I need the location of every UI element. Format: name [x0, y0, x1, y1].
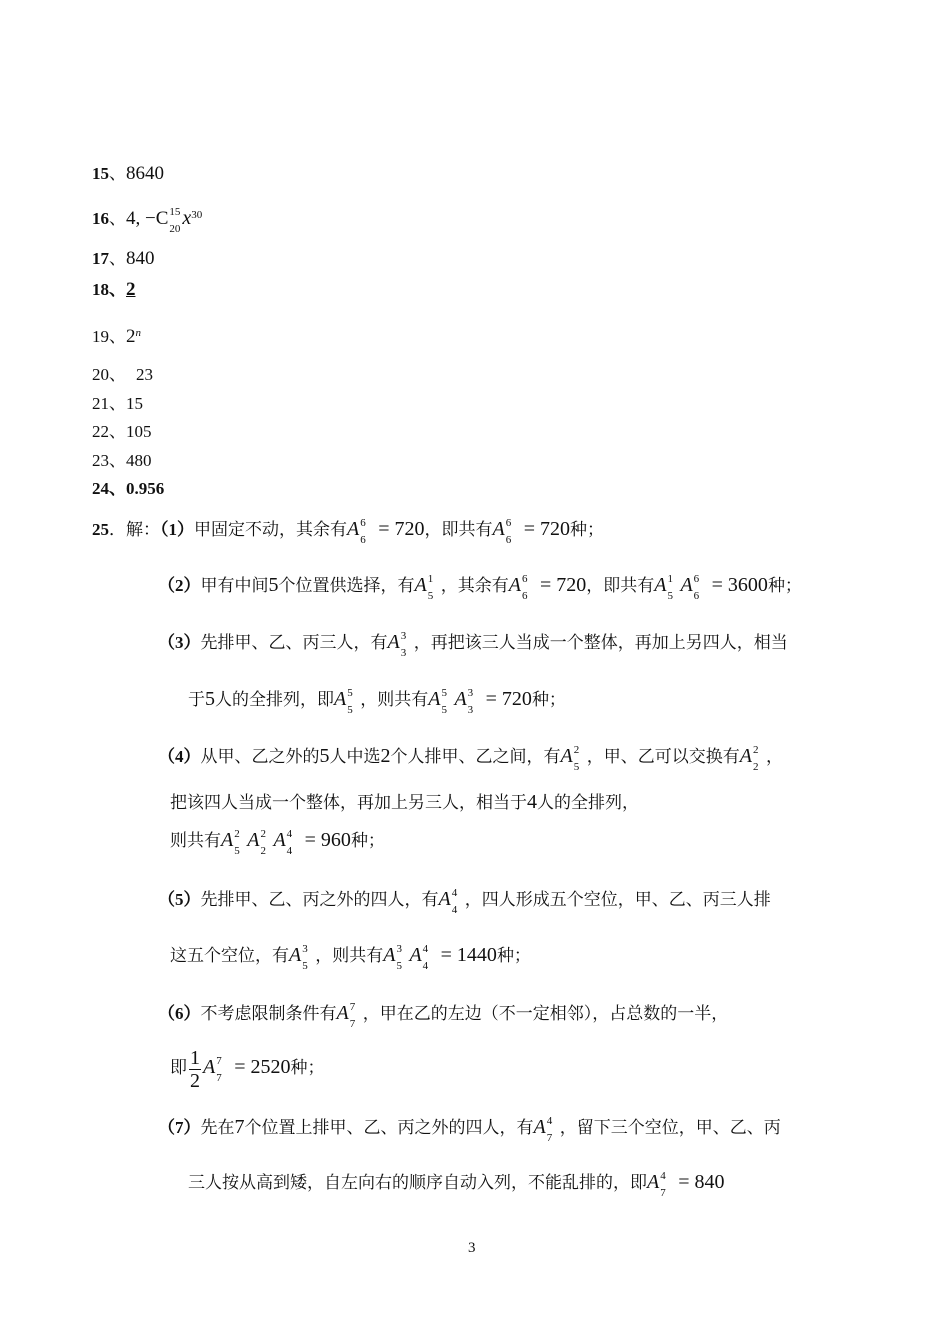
- perm-indices: 7 7: [349, 1001, 356, 1031]
- answer-15: [92, 162, 164, 186]
- separator: 、: [109, 280, 126, 299]
- answer-number: 20: [92, 365, 109, 384]
- answer-number: 23: [92, 451, 109, 470]
- text: 不考虑限制条件有: [200, 1004, 337, 1023]
- perm-symbol: A: [334, 688, 347, 710]
- answer-value: 23: [136, 365, 153, 384]
- text: ，留下三个空位，甲、乙、丙: [559, 1118, 781, 1137]
- perm-symbol: A: [560, 745, 573, 767]
- text: 种；: [290, 1058, 325, 1077]
- q25-part7-line2: [188, 1170, 725, 1200]
- text: 于: [188, 690, 205, 709]
- perm-symbol: A: [739, 745, 752, 767]
- perm-indices: 2 5: [573, 744, 580, 774]
- text: 种；: [496, 946, 531, 965]
- perm-indices: 2 2: [752, 744, 759, 774]
- q25-part1: [92, 517, 604, 547]
- number: 2: [380, 745, 391, 767]
- perm-symbol: A: [533, 1116, 546, 1138]
- text: ，即共有: [424, 520, 493, 539]
- text: 甲固定不动，其余有: [194, 520, 347, 539]
- perm-indices: 6 6: [360, 517, 366, 547]
- answer-number: 24: [92, 479, 109, 498]
- perm-symbol: A: [273, 829, 286, 851]
- question-number: 25: [92, 520, 109, 539]
- text: ，再把该三人当成一个整体，再加上另四人，相当: [413, 633, 788, 652]
- q25-part7-line1: [158, 1115, 781, 1145]
- text: 个位置供选择，有: [278, 576, 415, 595]
- perm-indices: 7 7: [216, 1055, 222, 1085]
- text: 把该四人当成一个整体，再加上另三人，相当于: [170, 793, 527, 812]
- answer-number: 15: [92, 164, 109, 183]
- perm-symbol: A: [508, 574, 521, 596]
- perm-indices: 1 5: [427, 573, 434, 603]
- q25-part6-line1: [158, 1001, 729, 1031]
- text: 即: [170, 1058, 187, 1077]
- q25-part3-line1: [158, 630, 788, 660]
- perm-symbol: A: [654, 574, 667, 596]
- q25-part4-line3: [170, 828, 385, 858]
- perm-indices: 5 5: [441, 687, 447, 717]
- answer-value: 15: [126, 394, 143, 413]
- separator: 、: [109, 327, 126, 346]
- text: ，则共有: [360, 690, 429, 709]
- subscript: 20: [169, 223, 181, 236]
- perm-indices: 2 5: [234, 828, 240, 858]
- answer-24: [92, 477, 164, 501]
- equation: = 720: [373, 518, 425, 540]
- perm-indices: 4 7: [660, 1170, 666, 1200]
- equation: = 960: [299, 829, 351, 851]
- text: 人的全排列，即: [215, 690, 334, 709]
- text: 则共有: [170, 831, 221, 850]
- separator: 、: [109, 164, 126, 183]
- answer-number: 18: [92, 280, 109, 299]
- perm-indices: 3 3: [467, 687, 474, 717]
- number: 5: [319, 745, 330, 767]
- answer-value: 8640: [126, 163, 164, 184]
- perm-indices: 6 6: [505, 517, 512, 547]
- perm-indices: 5 5: [347, 687, 353, 717]
- q25-part5-line1: [158, 887, 771, 917]
- perm-symbol: A: [409, 944, 422, 966]
- text: ，即共有: [586, 576, 655, 595]
- variable: x: [182, 207, 192, 229]
- answer-number: 22: [92, 422, 109, 441]
- perm-symbol: A: [647, 1171, 660, 1193]
- answer-20: [92, 363, 153, 387]
- perm-indices: 6 6: [521, 573, 528, 603]
- number: 5: [205, 688, 215, 710]
- equation: = 720: [518, 518, 570, 540]
- answer-number: 17: [92, 249, 109, 268]
- part-label: （2）: [158, 576, 201, 595]
- number: 7: [234, 1116, 245, 1138]
- text: 种；: [531, 690, 566, 709]
- answer-22: [92, 420, 152, 444]
- text: 先在: [200, 1118, 235, 1137]
- perm-symbol: A: [428, 688, 441, 710]
- answer-21: [92, 392, 143, 416]
- text: 个人排甲、乙之间，有: [390, 747, 561, 766]
- q25-part3-line2: [188, 687, 566, 717]
- answer-value: 840: [126, 248, 155, 269]
- answer-number: 16: [92, 209, 109, 228]
- text: 种；: [767, 576, 802, 595]
- perm-symbol: A: [221, 829, 234, 851]
- perm-indices: 2 2: [260, 828, 266, 858]
- answer-value: 480: [126, 451, 152, 470]
- perm-symbol: A: [438, 888, 451, 910]
- text: 先排甲、乙、丙之外的四人，有: [200, 890, 439, 909]
- equation: = 1440: [435, 944, 497, 966]
- text: ，则共有: [315, 946, 384, 965]
- exponent: 30: [191, 209, 203, 221]
- perm-indices: 3 3: [400, 630, 407, 660]
- part-label: （1）: [160, 520, 194, 539]
- text: 先排甲、乙、丙三人，有: [200, 633, 388, 652]
- superscript: 15: [169, 206, 181, 219]
- perm-symbol: A: [347, 518, 360, 540]
- page-number: 3: [468, 1240, 476, 1256]
- perm-indices: 4 4: [451, 887, 458, 917]
- exponent: n: [135, 327, 141, 339]
- q25-part6-line2: [170, 1044, 325, 1092]
- q25-part2: [158, 573, 802, 603]
- part-label: （4）: [158, 747, 201, 766]
- equation: = 3600: [706, 574, 768, 596]
- text: ，甲在乙的左边（不一定相邻），占总数的一半，: [362, 1004, 729, 1023]
- separator: 、: [109, 451, 126, 470]
- fraction: [189, 1047, 201, 1092]
- text: 人中选: [329, 747, 381, 766]
- perm-symbol: A: [387, 631, 400, 653]
- separator: 、: [109, 365, 126, 384]
- perm-indices: 3 5: [302, 943, 308, 973]
- q25-part5-line2: [170, 943, 531, 973]
- perm-indices: 4 4: [286, 828, 293, 858]
- text: ，其余有: [440, 576, 509, 595]
- answer-value: 2: [126, 326, 136, 347]
- equation: = 720: [534, 574, 587, 596]
- text: ，甲、乙可以交换有: [586, 747, 740, 766]
- part-label: （5）: [158, 890, 201, 909]
- answer-18: [92, 278, 136, 302]
- text: 个位置上排甲、乙、丙之外的四人，有: [244, 1118, 534, 1137]
- q25-part4-line2: [170, 790, 639, 815]
- text: ，四人形成五个空位，甲、乙、丙三人排: [464, 890, 771, 909]
- perm-indices: 6 6: [693, 573, 700, 603]
- number: 5: [268, 574, 279, 596]
- part-label: （7）: [158, 1118, 201, 1137]
- answer-value: 105: [126, 422, 152, 441]
- separator: 、: [109, 209, 126, 228]
- perm-symbol: A: [492, 518, 505, 540]
- combination-indices: [168, 206, 182, 236]
- answer-value: 4, −C: [126, 208, 169, 229]
- separator: 、: [109, 394, 126, 413]
- part-label: （6）: [158, 1004, 201, 1023]
- answer-number: 19: [92, 327, 109, 346]
- solution-label: ．解：: [109, 520, 160, 539]
- answer-19: [92, 321, 141, 349]
- text: 这五个空位，有: [170, 946, 289, 965]
- perm-indices: 4 7: [546, 1115, 553, 1145]
- perm-symbol: A: [414, 574, 427, 596]
- perm-symbol: A: [454, 688, 467, 710]
- answer-23: [92, 449, 152, 473]
- separator: 、: [109, 422, 126, 441]
- equation: = 2520: [229, 1056, 291, 1078]
- q25-part4-line1: [158, 744, 783, 774]
- separator: 、: [109, 249, 126, 268]
- text: 三人按从高到矮，自左向右的顺序自动入列，不能乱排的，即: [188, 1173, 647, 1192]
- perm-symbol: A: [247, 829, 260, 851]
- number: 4: [527, 791, 537, 813]
- perm-symbol: A: [383, 944, 396, 966]
- separator: 、: [109, 479, 126, 498]
- answer-number: 21: [92, 394, 109, 413]
- denominator: 2: [190, 1069, 200, 1092]
- text: 从甲、乙之外的: [200, 747, 320, 766]
- equation: = 840: [673, 1171, 725, 1193]
- part-label: （3）: [158, 633, 201, 652]
- answer-value: 2: [126, 279, 136, 300]
- perm-indices: 4 4: [422, 943, 429, 973]
- text: 甲有中间: [200, 576, 269, 595]
- text: 种；: [570, 520, 604, 539]
- text: ，: [765, 747, 783, 766]
- perm-symbol: A: [289, 944, 302, 966]
- text: 人的全排列，: [537, 793, 639, 812]
- answer-value: 0.956: [126, 479, 165, 498]
- answer-16: [92, 203, 203, 236]
- answer-17: [92, 247, 155, 271]
- perm-indices: 3 5: [396, 943, 402, 973]
- perm-indices: 1 5: [667, 573, 673, 603]
- text: 种；: [350, 831, 385, 850]
- perm-symbol: A: [680, 574, 693, 596]
- equation: = 720: [480, 688, 532, 710]
- perm-symbol: A: [203, 1056, 216, 1078]
- numerator: 1: [190, 1046, 200, 1069]
- perm-symbol: A: [336, 1002, 349, 1024]
